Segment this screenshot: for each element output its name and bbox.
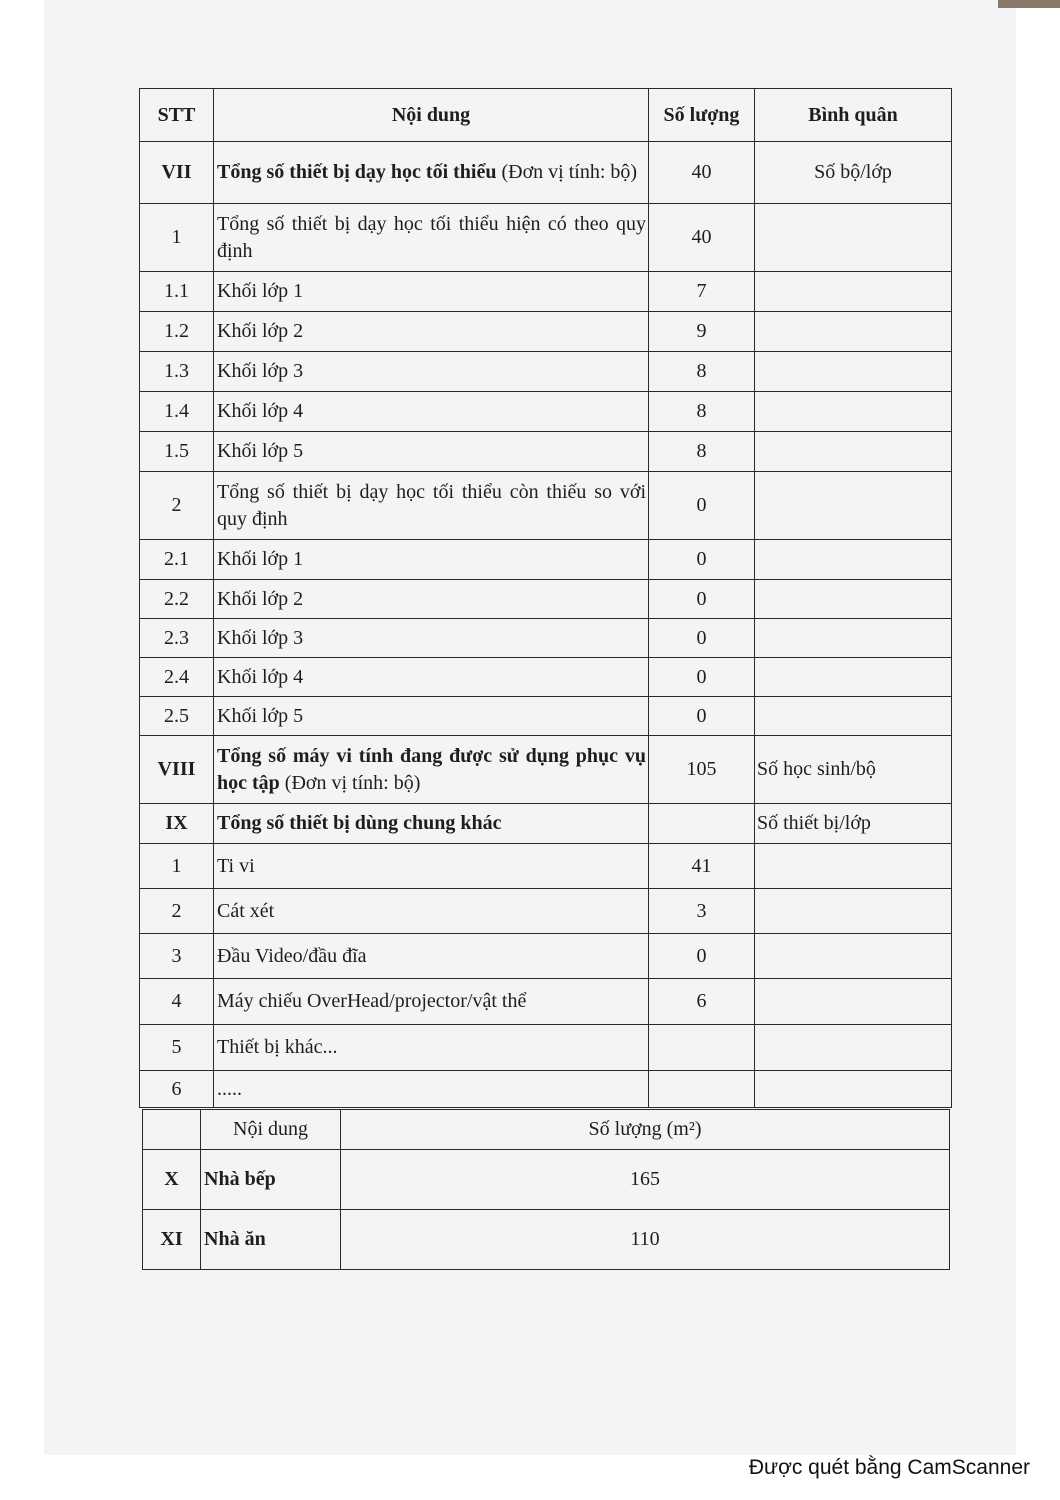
row-quantity: 0 [649,580,755,619]
row-content: Cát xét [214,889,649,934]
row-quantity: 0 [649,658,755,697]
row-content: ..... [214,1071,649,1108]
row-content [214,804,649,844]
row-stt: VII [140,142,214,204]
area-header-stt [143,1110,201,1150]
area-table [142,1109,950,1270]
row-quantity: 6 [649,979,755,1025]
row-average: Số học sinh/bộ [755,736,952,804]
header-quantity: Số lượng [649,89,755,142]
row-average [755,658,952,697]
row-content-note: (Đơn vị tính: bộ) [496,161,638,183]
row-content: Khối lớp 4 [214,392,649,432]
row-average [755,472,952,540]
row-quantity: 0 [649,472,755,540]
row-stt: IX [140,804,214,844]
row-quantity: 8 [649,352,755,392]
table-row [140,540,952,580]
table-row [140,312,952,352]
row-stt: 2 [140,889,214,934]
row-quantity: 8 [649,432,755,472]
row-quantity: 9 [649,312,755,352]
row-average [755,697,952,736]
row-stt: 6 [140,1071,214,1108]
table-header-row [140,89,952,142]
table-row [140,736,952,804]
area-row-content: Nhà bếp [201,1150,341,1210]
row-content: Máy chiếu OverHead/projector/vật thể [214,979,649,1025]
row-stt: 2.4 [140,658,214,697]
row-stt: 2.3 [140,619,214,658]
row-content: Khối lớp 3 [214,619,649,658]
area-header-row [143,1110,950,1150]
row-average [755,580,952,619]
area-row-content: Nhà ăn [201,1210,341,1270]
table-row [143,1210,950,1270]
table-row [140,142,952,204]
table-row [140,889,952,934]
row-content: Khối lớp 4 [214,658,649,697]
row-quantity: 8 [649,392,755,432]
table-row [140,844,952,889]
row-average [755,392,952,432]
table-row [140,352,952,392]
row-stt: 1.5 [140,432,214,472]
row-stt: 2.1 [140,540,214,580]
table-row [140,804,952,844]
area-row-quantity: 165 [341,1150,950,1210]
row-average [755,312,952,352]
row-quantity: 41 [649,844,755,889]
table-row [140,204,952,272]
row-quantity: 0 [649,540,755,580]
row-stt: 1.3 [140,352,214,392]
row-quantity: 0 [649,697,755,736]
row-quantity [649,1071,755,1108]
row-quantity: 3 [649,889,755,934]
row-content: Tổng số thiết bị dạy học tối thiểu còn thiếu so với quy định [214,472,649,540]
header-stt: STT [140,89,214,142]
row-stt: 1 [140,204,214,272]
table-row [140,392,952,432]
table-row [140,272,952,312]
row-quantity: 0 [649,619,755,658]
row-quantity: 7 [649,272,755,312]
row-content: Khối lớp 2 [214,312,649,352]
row-stt: VIII [140,736,214,804]
row-content: Khối lớp 5 [214,697,649,736]
table-row [140,697,952,736]
row-average [755,432,952,472]
row-average [755,889,952,934]
row-average [755,204,952,272]
row-stt: 4 [140,979,214,1025]
row-average [755,1071,952,1108]
row-average [755,540,952,580]
row-quantity: 105 [649,736,755,804]
table-row [140,979,952,1025]
row-stt: 1.4 [140,392,214,432]
row-average [755,619,952,658]
row-average: Số bộ/lớp [755,142,952,204]
table-row [140,1025,952,1071]
table-row [140,580,952,619]
table-row [140,619,952,658]
area-header-content: Nội dung [201,1110,341,1150]
row-quantity: 40 [649,204,755,272]
row-content: Khối lớp 1 [214,272,649,312]
row-average [755,979,952,1025]
row-content-bold: Tổng số thiết bị dạy học tối thiểu [217,161,497,183]
row-content: Thiết bị khác... [214,1025,649,1071]
row-stt: 2.5 [140,697,214,736]
header-content: Nội dung [214,89,649,142]
row-stt: 2 [140,472,214,540]
table-row [140,934,952,979]
row-average [755,1025,952,1071]
row-content-bold: Tổng số máy vi tính đang được sử dụng phục vụ học tập [217,744,646,794]
corner-edge [998,0,1060,8]
row-content [214,736,649,804]
row-content: Khối lớp 5 [214,432,649,472]
row-average: Số thiết bị/lớp [755,804,952,844]
row-content: Khối lớp 1 [214,540,649,580]
area-row-quantity: 110 [341,1210,950,1270]
row-average [755,352,952,392]
row-content-bold: Tổng số thiết bị dùng chung khác [217,812,502,834]
row-content: Khối lớp 2 [214,580,649,619]
row-content-note: (Đơn vị tính: bộ) [279,771,421,794]
table-row [140,432,952,472]
scanner-watermark: Được quét bằng CamScanner [748,1456,1030,1479]
row-average [755,272,952,312]
area-row-stt: XI [143,1210,201,1270]
row-content: Ti vi [214,844,649,889]
table-row [140,658,952,697]
equipment-table [139,88,952,1108]
table-row [140,1071,952,1108]
row-content [214,142,649,204]
row-stt: 5 [140,1025,214,1071]
row-stt: 3 [140,934,214,979]
row-quantity: 40 [649,142,755,204]
row-stt: 2.2 [140,580,214,619]
row-stt: 1.2 [140,312,214,352]
area-row-stt: X [143,1150,201,1210]
row-quantity: 0 [649,934,755,979]
row-quantity [649,1025,755,1071]
row-stt: 1.1 [140,272,214,312]
header-average: Bình quân [755,89,952,142]
row-content: Khối lớp 3 [214,352,649,392]
table-row [143,1150,950,1210]
row-average [755,844,952,889]
row-content: Đầu Video/đầu đĩa [214,934,649,979]
row-content: Tổng số thiết bị dạy học tối thiểu hiện có theo quy định [214,204,649,272]
row-quantity [649,804,755,844]
table-row [140,472,952,540]
area-header-quantity: Số lượng (m²) [341,1110,950,1150]
row-stt: 1 [140,844,214,889]
row-average [755,934,952,979]
